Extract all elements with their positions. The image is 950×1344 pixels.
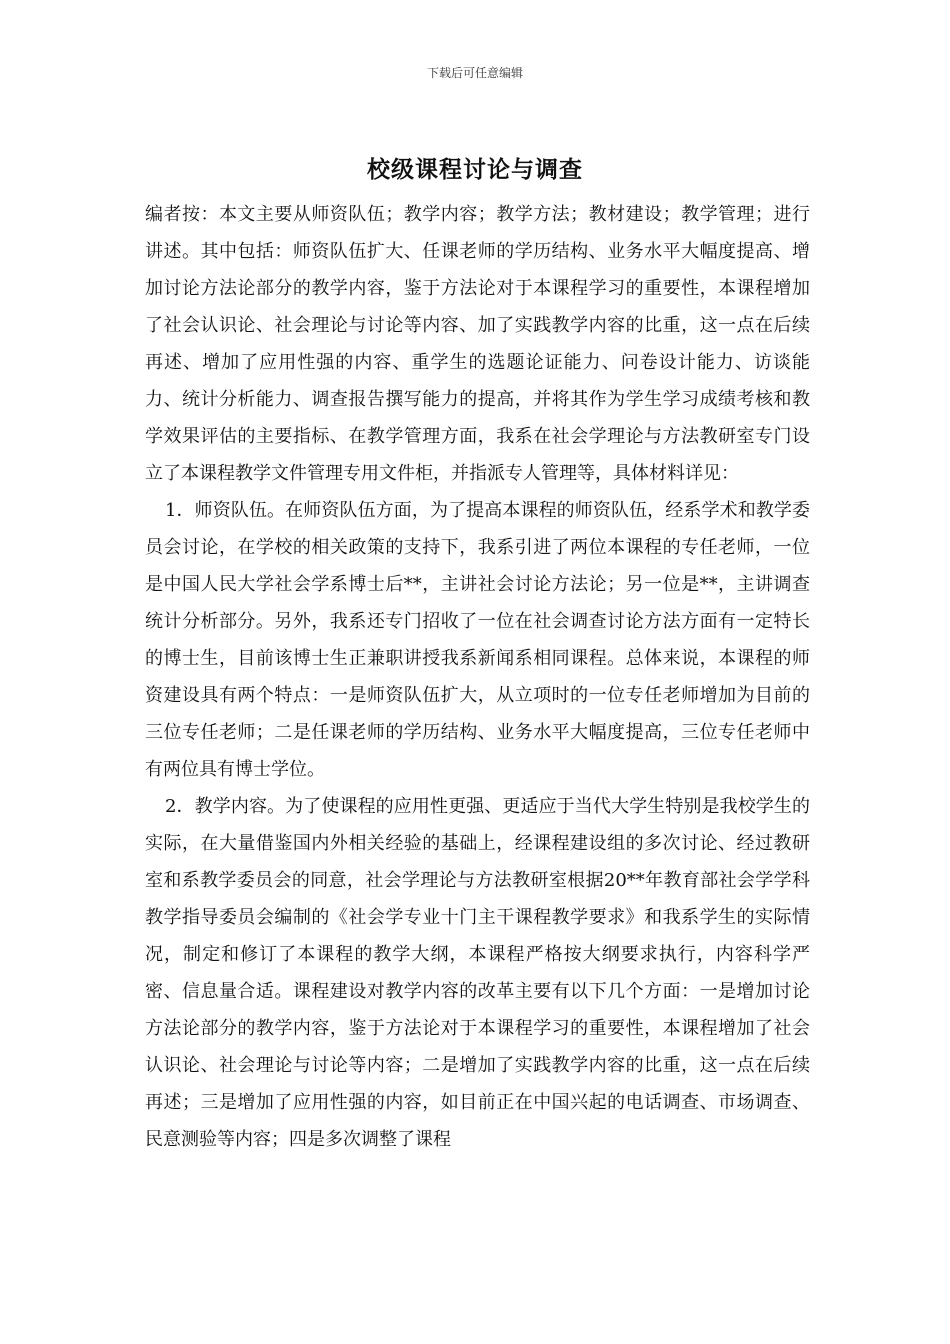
header-note: 下载后可任意编辑 [426,66,523,80]
document-body [145,196,810,1158]
editor-note-paragraph: 编者按：本文主要从师资队伍；教学内容；教学方法；教材建设；教学管理；进行讲述。其中包括：师资队伍扩大、任课老师的学历结构、业务水平大幅度提高、增加讨论方法论部分的教学内容，鉴于方法论对于本课程学习的重要性，本课程增加了社会认识论、社会理论与讨论等内容、加了实践教学内容的比重，这一点在后续再述、增加了应用性强的内容、重学生的选题论证能力、问卷设计能力、访谈能力、统计分析能力、调查报告撰写能力的提高，并将其作为学生学习成绩考核和教学效果评估的主要指标、在教学管理方面，我系在社会学理论与方法教研室专门设立了本课程教学文件管理专用文件柜，并指派专人管理等，具体材料详见： [145,204,810,484]
section-2-paragraph: 2．教学内容。为了使课程的应用性更强、更适应于当代大学生特别是我校学生的实际，在大量借鉴国内外相关经验的基础上，经课程建设组的多次讨论、经过教研室和系教学委员会的同意，社会学理论与方法教研室根据20**年教育部社会学学科教学指导委员会编制的《社会学专业十门主干课程教学要求》和我系学生的实际情况，制定和修订了本课程的教学大纲，本课程严格按大纲要求执行，内容科学严密、信息量合适。课程建设对教学内容的改革主要有以下几个方面：一是增加讨论方法论部分的教学内容，鉴于方法论对于本课程学习的重要性，本课程增加了社会认识论、社会理论与讨论等内容；二是增加了实践教学内容的比重，这一点在后续再述；三是增加了应用性强的内容，如目前正在中国兴起的电话调查、市场调查、民意测验等内容；四是多次调整了课程 [145,796,810,1150]
document-title: 校级课程讨论与调查 [367,156,583,183]
section-1-paragraph: 1．师资队伍。在师资队伍方面，为了提高本课程的师资队伍，经系学术和教学委员会讨论，在学校的相关政策的支持下，我系引进了两位本课程的专任老师，一位是中国人民大学社会学系博士后**，主讲社会讨论方法论；另一位是**，主讲调查统计分析部分。另外，我系还专门招收了一位在社会调查讨论方法方面有一定特长的博士生，目前该博士生正兼职讲授我系新闻系相同课程。总体来说，本课程的师资建设具有两个特点：一是师资队伍扩大，从立项时的一位专任老师增加为目前的三位专任老师；二是任课老师的学历结构、业务水平大幅度提高，三位专任老师中有两位具有博士学位。 [145,500,810,780]
